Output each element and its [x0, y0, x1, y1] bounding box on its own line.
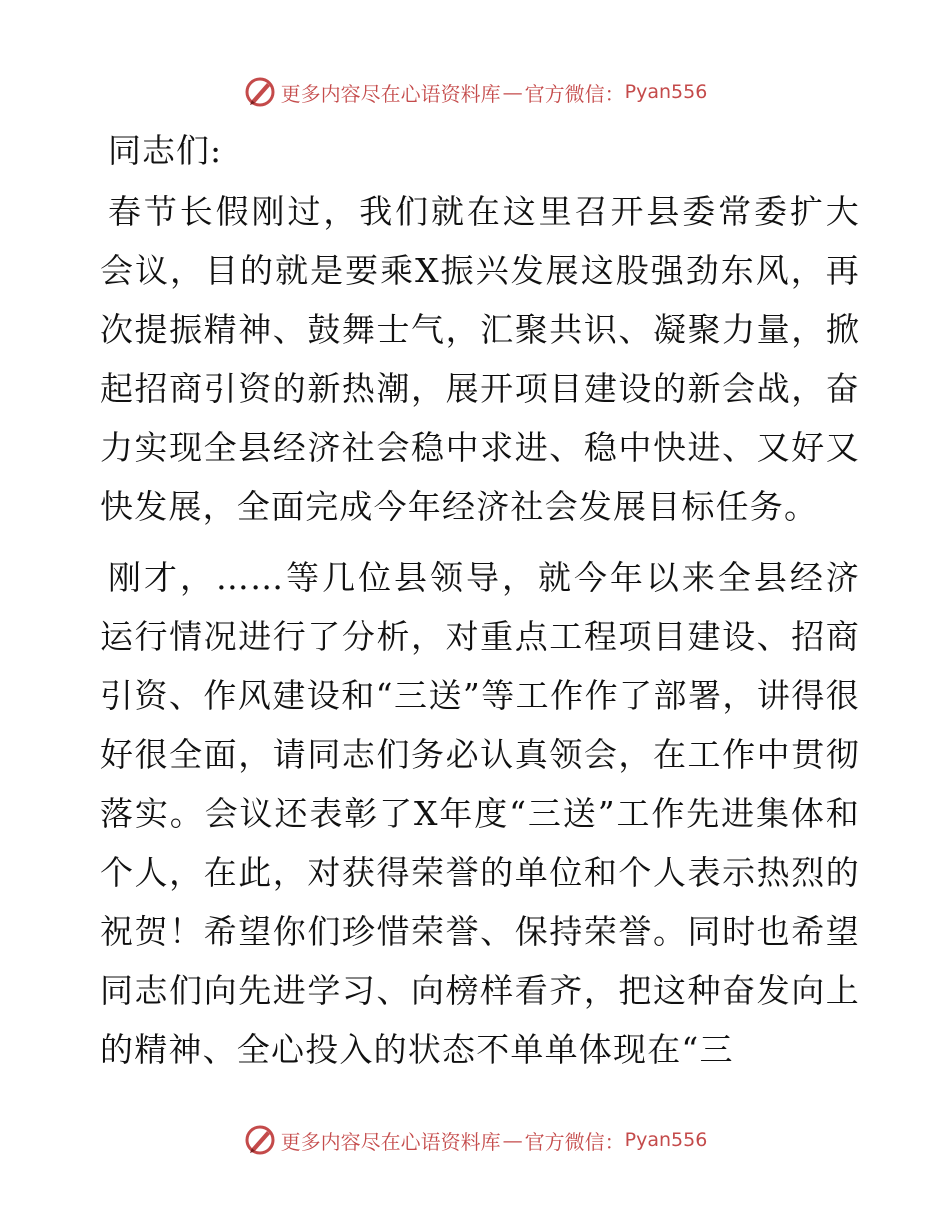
- paragraph-2-text: 刚才，……等几位县领导，就今年以来全县经济运行情况进行了分析，对重点工程项目建设、招商引资、作风建设和“三送”等工作作了部署，讲得很好很全面，请同志们务必认真领会，在工作中贯彻落实。会议还表彰了X年度“三送”工作先进集体和个人，在此，对获得荣誉的单位和个人表示热烈的祝贺！希望你们珍惜荣誉、保持荣誉。同时也希望同志们向先进学习、向榜样看齐，把这种奋发向上的精神、全心投入的状态不单单体现在“三: [100, 558, 860, 1069]
- watermark-separator: —: [502, 80, 523, 104]
- paragraph-1: [100, 182, 860, 536]
- footer-watermark: [0, 1120, 950, 1160]
- watermark-account-label: 官方微信：: [524, 1129, 625, 1154]
- watermark-text: 更多内容尽在心语资料库: [280, 81, 501, 106]
- watermark-account-id: Pyan556: [624, 81, 708, 103]
- watermark-account-label: 官方微信：: [524, 81, 625, 106]
- document-body: [100, 122, 860, 1091]
- pen-logo-icon: [243, 75, 277, 109]
- pen-logo-icon: [243, 1123, 277, 1157]
- watermark-text: 更多内容尽在心语资料库: [280, 1129, 501, 1154]
- paragraph-1-text: 春节长假刚过，我们就在这里召开县委常委扩大会议，目的就是要乘X振兴发展这股强劲东风，再次提振精神、鼓舞士气，汇聚共识、凝聚力量，掀起招商引资的新热潮，展开项目建设的新会战，奋力实现全县经济社会稳中求进、稳中快进、又好又快发展，全面完成今年经济社会发展目标任务。: [100, 192, 860, 526]
- header-watermark: [0, 72, 950, 112]
- salutation: 同志们:: [108, 131, 223, 170]
- watermark-separator: —: [502, 1128, 523, 1152]
- paragraph-2: [100, 548, 860, 1079]
- watermark-account-id: Pyan556: [624, 1129, 708, 1151]
